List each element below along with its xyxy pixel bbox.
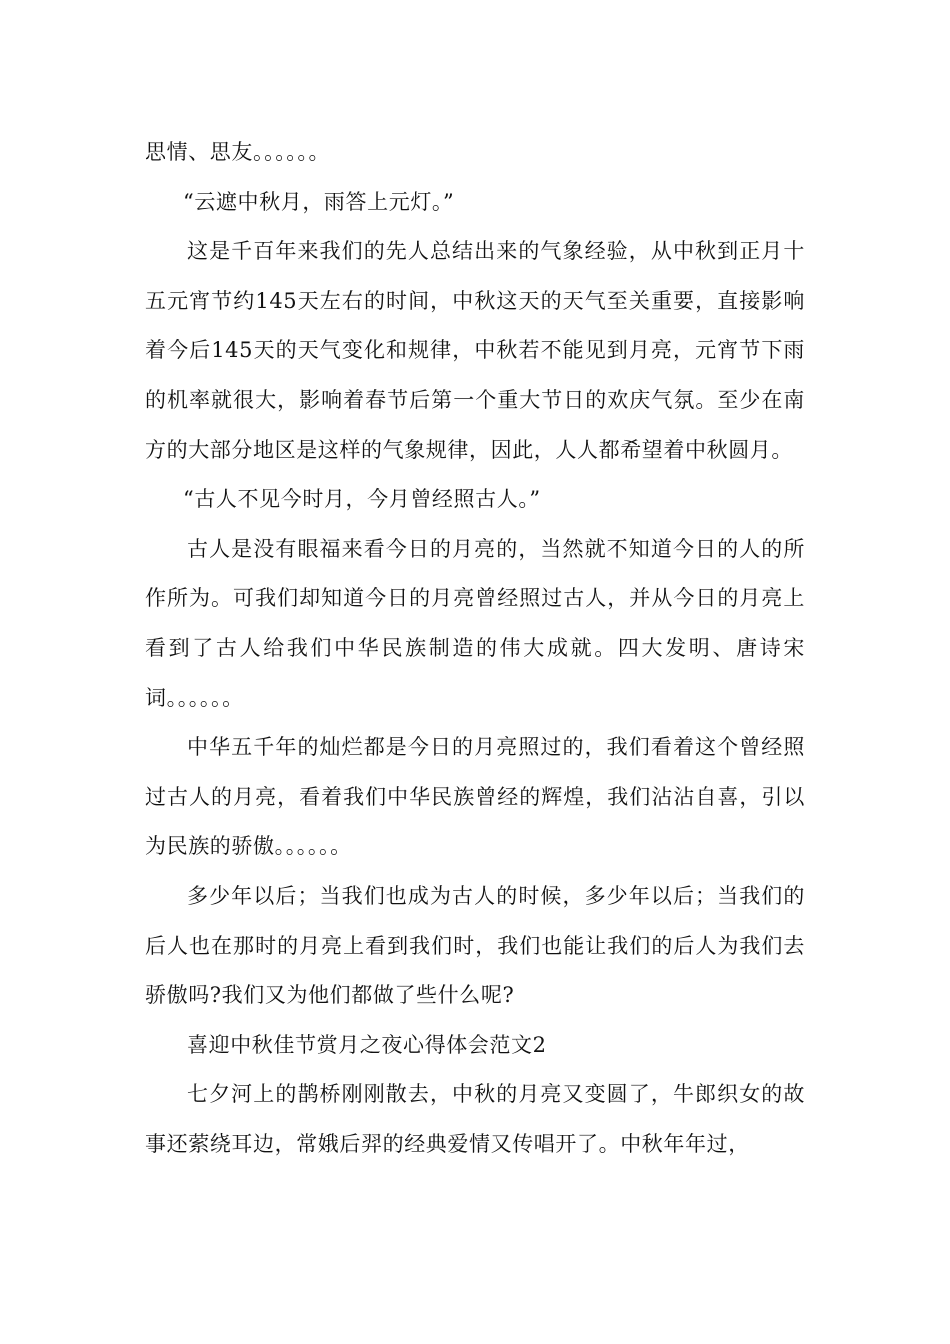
quote-paragraph: “云遮中秋月，雨答上元灯。” [183,189,455,214]
body-paragraph: 这是千百年来我们的先人总结出来的气象经验，从中秋到正月十五元宵节约145天左右的时间，中秋这天的天气至关重要，直接影响着今后145天的天气变化和规律，中秋若不能见到月亮，元宵节下雨的机率就很大，影响着春节后第一个重大节日的欢庆气氛。至少在南方的大部分地区是这样的气象规律，因此，人人都希望着中秋圆月。 [145,239,805,462]
body-paragraph: 古人是没有眼福来看今日的月亮的，当然就不知道今日的人的所作所为。可我们却知道今日的月亮曾经照过古人，并从今日的月亮上看到了古人给我们中华民族制造的伟大成就。四大发明、唐诗宋词。。。。。。 [145,536,805,710]
quote-paragraph: “古人不见今时月，今月曾经照古人。” [183,487,541,512]
body-paragraph: 多少年以后；当我们也成为古人的时候，多少年以后；当我们的后人也在那时的月亮上看到我们时，我们也能让我们的后人为我们去骄傲吗?我们又为他们都做了些什么呢? [145,883,805,1008]
body-paragraph: 中华五千年的灿烂都是今日的月亮照过的，我们看着这个曾经照过古人的月亮，看着我们中华民族曾经的辉煌，我们沾沾自喜，引以为民族的骄傲。。。。。。 [145,735,805,859]
paragraph-continuation: 思情、思友。。。。。。 [145,140,331,164]
section-heading: 喜迎中秋佳节赏月之夜心得体会范文2 [187,1032,547,1057]
body-paragraph: 七夕河上的鹊桥刚刚散去，中秋的月亮又变圆了，牛郎织女的故事还萦绕耳边，常娥后羿的经典爱情又传唱开了。中秋年年过， [145,1082,805,1156]
document-page [145,128,805,1169]
